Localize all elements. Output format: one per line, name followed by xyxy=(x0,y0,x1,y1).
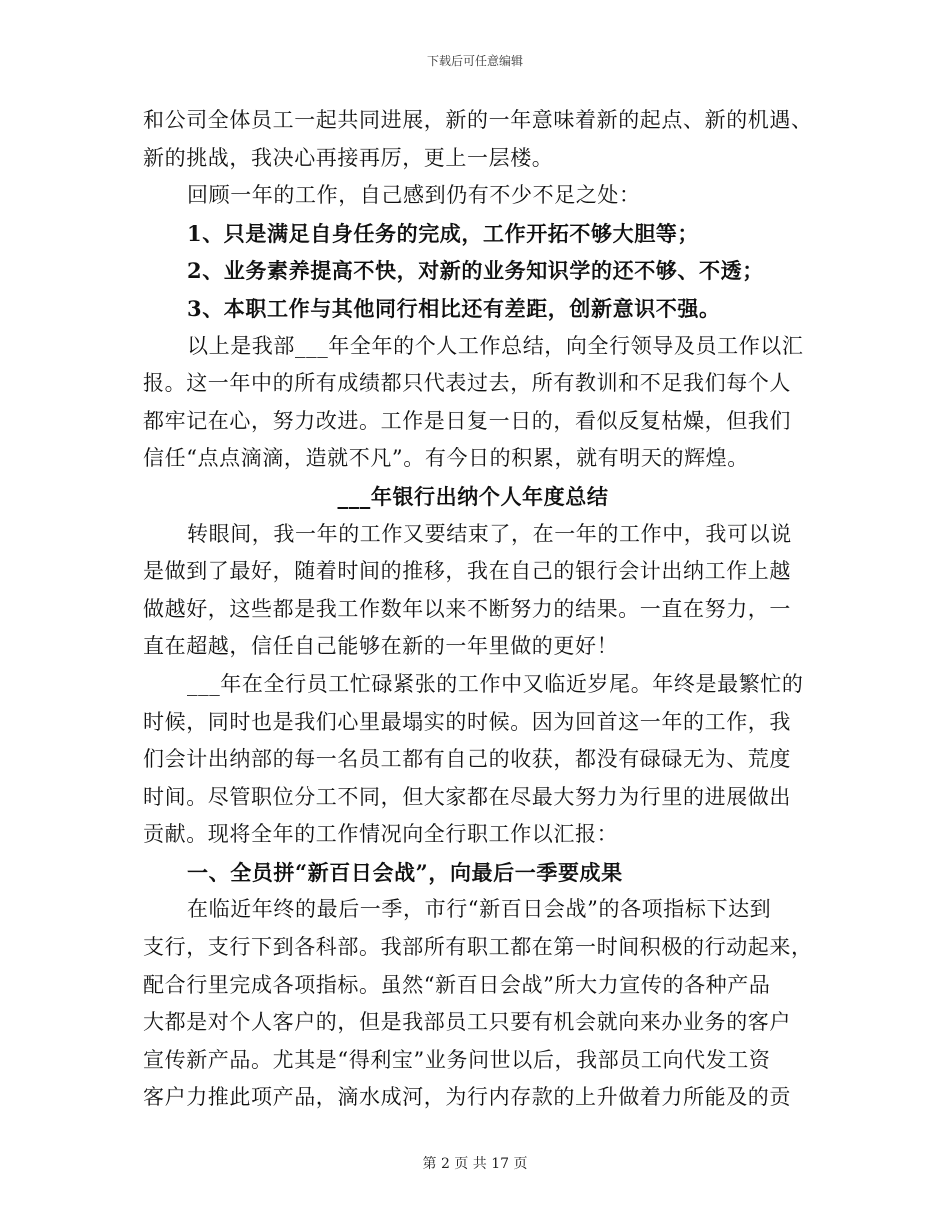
body-line: 配合行里完成各项指标。虽然“新百日会战”所大力宣传的各种产品 xyxy=(143,972,771,997)
body-line: 信任“点点滴滴，造就不凡”。有今日的积累，就有明天的辉煌。 xyxy=(143,446,749,471)
body-line: 支行，支行下到各科部。我部所有职工都在第一时间积极的行动起来， xyxy=(143,935,813,960)
body-line: 贡献。现将全年的工作情况向全行职工作以汇报： xyxy=(143,822,619,847)
body-line: 时间。尽管职位分工不同，但大家都在尽最大努力为行里的进展做出 xyxy=(143,784,791,809)
body-line: 在临近年终的最后一季，市行“新百日会战”的各项指标下达到 xyxy=(187,897,772,922)
body-line: ___年在全行员工忙碌紧张的工作中又临近岁尾。年终是最繁忙的 xyxy=(187,671,804,696)
page-footer: 第 2 页 共 17 页 xyxy=(422,1156,528,1172)
body-line: 时候，同时也是我们心里最塌实的时候。因为回首这一年的工作，我 xyxy=(143,709,791,734)
body-line: 回顾一年的工作，自己感到仍有不少不足之处： xyxy=(187,183,641,208)
body-line: 新的挑战，我决心再接再厉，更上一层楼。 xyxy=(143,145,554,170)
document-body xyxy=(143,102,813,1117)
body-line: 以上是我部___年全年的个人工作总结，向全行领导及员工作以汇 xyxy=(187,333,804,358)
body-line: 报。这一年中的所有成绩都只代表过去，所有教训和不足我们每个人 xyxy=(143,371,791,396)
body-line: 都牢记在心，努力改进。工作是日复一日的，看似反复枯燥，但我们 xyxy=(143,408,791,433)
subsection-heading: 一、全员拼“新百日会战”，向最后一季要成果 xyxy=(187,859,623,885)
body-line: 大都是对个人客户的，但是我部员工只要有机会就向来办业务的客户 xyxy=(143,1010,791,1035)
body-line: 直在超越，信任自己能够在新的一年里做的更好！ xyxy=(143,634,619,659)
page-header: 下载后可任意编辑 xyxy=(426,54,523,68)
body-line: 宣传新产品。尤其是“得利宝”业务问世以后，我部员工向代发工资 xyxy=(143,1047,771,1072)
body-line: 客户力推此项产品，滴水成河，为行内存款的上升做着力所能及的贡 xyxy=(143,1085,791,1110)
body-line: 做越好，这些都是我工作数年以来不断努力的结果。一直在努力，一 xyxy=(143,596,791,621)
body-line: 是做到了最好，随着时间的推移，我在自己的银行会计出纳工作上越 xyxy=(143,559,791,584)
body-line: 们会计出纳部的每一名员工都有自己的收获，都没有碌碌无为、荒度 xyxy=(143,747,791,772)
list-item: 3、本职工作与其他同行相比还有差距，创新意识不强。 xyxy=(187,295,721,321)
body-line: 转眼间，我一年的工作又要结束了，在一年的工作中，我可以说 xyxy=(187,521,792,546)
section-title: ___年银行出纳个人年度总结 xyxy=(337,483,609,509)
list-item: 2、业务素养提高不快，对新的业务知识学的还不够、不透； xyxy=(187,258,764,284)
list-item: 1、只是满足自身任务的完成，工作开拓不够大胆等； xyxy=(187,220,700,246)
body-line: 和公司全体员工一起共同进展，新的一年意味着新的起点、新的机遇、 xyxy=(143,108,813,132)
